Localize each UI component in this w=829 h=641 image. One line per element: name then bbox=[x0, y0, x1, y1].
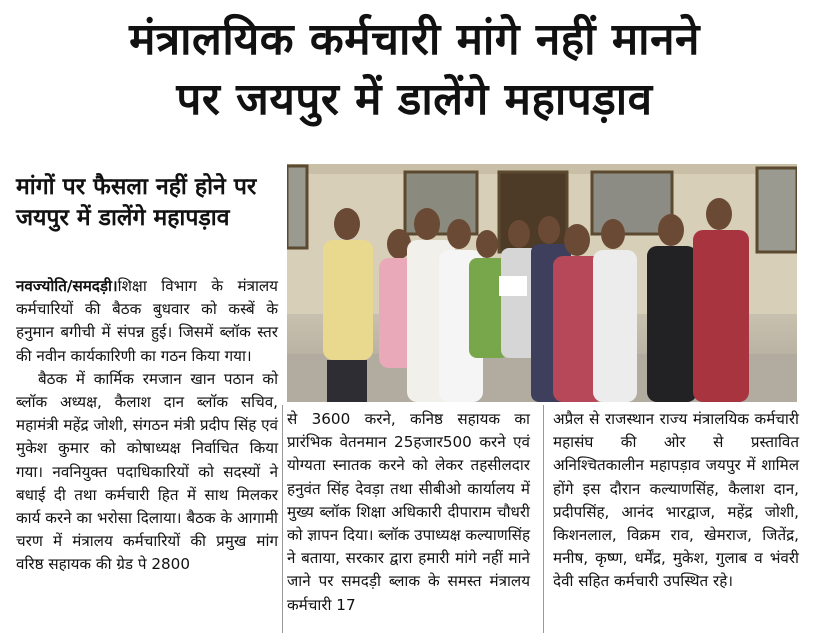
article-dateline: नवज्योति/समदड़ी। bbox=[16, 277, 118, 295]
headline bbox=[0, 10, 829, 130]
headline-line-2: पर जयपुर में डालेंगे महापड़ाव bbox=[176, 74, 653, 125]
news-photo bbox=[287, 164, 797, 402]
group-photo-image bbox=[287, 164, 797, 402]
subheadline: मांगों पर फैसला नहीं होने पर जयपुर में डालेंगे महापड़ाव bbox=[16, 174, 257, 231]
article-column-3: अप्रैल से राजस्थान राज्य मंत्रालयिक कर्मचारी महासंघ की ओर से प्रस्तावित अनिश्चितकालीन महापड़ाव जयपुर में शामिल होंगे इस दौरान कल्याणसिंह, कैलाश दान, प्रदीपसिंह, आनंद भारद्वाज, महेंद्र जोशी, किशनलाल, विक्रम राव, खेमराज, जितेंद्र, मनीष, कृष्ण, धर्मेंद्र, मुकेश, गुलाब व भंवरी देवी सहित कर्मचारी उपस्थित रहे। bbox=[553, 410, 799, 591]
headline-line-1: मंत्रालयिक कर्मचारी मांगे नहीं मानने bbox=[129, 14, 700, 65]
article-paragraph-2: बैठक में कार्मिक रमजान खान पठान को ब्लॉक अध्यक्ष, कैलाश दान ब्लॉक सचिव, महामंत्री महेंद्र जोशी, संगठन मंत्री प्रदीप सिंह एवं मुकेश कुमार को कोषाध्यक्ष निर्वाचित किया गया। नवनियुक्त पदाधिकारियों को सदस्यों ने बधाई दी तथा कर्मचारी हित में साथ मिलकर कार्य करने का भरोसा दिलाया। बैठक के आगामी चरण में मंत्रालय कर्मचारियों की प्रमुख मांग वरिष्ठ सहायक की ग्रेड पे 2800 bbox=[16, 369, 278, 574]
article-column-2: से 3600 करने, कनिष्ठ सहायक का प्रारंभिक वेतनमान 25हजार500 करने एवं योग्यता स्नातक करने को लेकर तहसीलदार हनुवंत सिंह देवड़ा तथा सीबीओ कार्यालय में मुख्य ब्लॉक शिक्षा अधिकारी दीपाराम चौधरी को ज्ञापन दिया। ब्लॉक उपाध्यक्ष कल्याणसिंह ने बताया, सरकार द्वारा हमारी मांगे नहीं माने जाने पर समदड़ी ब्लाक के समस्त मंत्रालय कर्मचारी 17 bbox=[287, 410, 531, 614]
article-paragraph-1: शिक्षा विभाग के मंत्रालय कर्मचारियों की बैठक बुधवार को कस्बें के हनुमान बगीची में संपन्न हुई। जिसमें ब्लॉक स्तर की नवीन कार्यकारिणी का गठन किया गया। bbox=[16, 277, 278, 365]
column-divider bbox=[282, 405, 283, 633]
article-column-1 bbox=[16, 275, 278, 577]
column-divider bbox=[543, 405, 544, 633]
